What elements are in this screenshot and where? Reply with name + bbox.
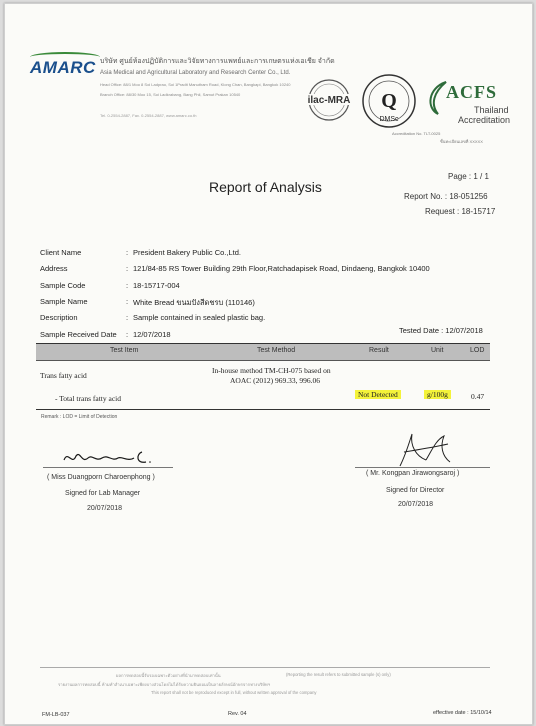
company-english-name: Asia Medical and Agricultural Laboratory and Research Center Co., Ltd. (100, 70, 291, 76)
footer-english-1: (Reporting the result refers to submitted sample (s) only) (286, 672, 391, 677)
row-result: Not Detected (355, 390, 401, 399)
report-title: Report of Analysis (209, 179, 322, 195)
right-signature (390, 430, 456, 472)
accreditation-number: Accreditation No. TLT-0025 (392, 131, 441, 136)
client-name-label: Client Name (40, 248, 82, 257)
page-number: Page : 1 / 1 (448, 172, 489, 181)
footer-english-2: This report shall not be reproduced except in full, without written approval of the company (151, 690, 317, 695)
left-signature-line (43, 467, 173, 468)
request-number: Request : 18-15717 (425, 207, 496, 216)
description-value: Sample contained in sealed plastic bag. (133, 313, 266, 322)
acfs-thailand: Thailand (474, 105, 509, 115)
report-number: Report No. : 18-051256 (404, 192, 488, 201)
left-signer-role: Signed for Lab Manager (65, 490, 141, 497)
sample-name-colon: : (126, 297, 129, 306)
company-thai-name: บริษัท ศูนย์ห้องปฏิบัติการและวิจัยทางการแพทย์และการเกษตรแห่งเอเชีย จำกัด (100, 58, 335, 65)
left-signature (62, 448, 154, 468)
address-value: 121/84-85 RS Tower Building 29th Floor,Ratchadapisek Road, Dindaeng, Bangkok 10400 (133, 264, 430, 273)
sample-code-value: 18-15717-004 (133, 281, 180, 290)
report-page (4, 3, 533, 725)
footer-rule (40, 667, 490, 668)
row-lod: 0.47 (471, 392, 485, 401)
col-unit: Unit (431, 347, 444, 354)
row-unit: g/100g (424, 390, 451, 399)
revision: Rev. 04 (228, 711, 247, 717)
svg-text:Q: Q (381, 90, 397, 112)
sample-code-colon: : (126, 281, 129, 290)
tested-date: Tested Date : 12/07/2018 (399, 326, 483, 335)
left-signer-name: ( Miss Duangporn Charoenphong ) (47, 474, 155, 481)
dmsc-quality-logo (360, 72, 418, 130)
company-contact: Tel. 0-2554-2887, Fax. 0-2554-2887, www.amarc.co.th (100, 113, 197, 118)
right-signer-role: Signed for Director (386, 487, 445, 494)
company-address-1: Head Office: 88/1 Moo 8 Soi Ladprao, Soi 1Pradit Manutham Road, Klong Chan, Bangkapi, Bangkok 10240 (100, 82, 291, 87)
dmsc-text: DMSc (379, 116, 399, 123)
right-signature-line (355, 467, 490, 468)
col-test-item: Test Item (110, 347, 139, 354)
col-lod: LOD (470, 347, 485, 354)
client-name-value: President Bakery Public Co.,Ltd. (133, 248, 241, 257)
footer-thai-2: รายงานผลการทดสอบนี้ ห้ามทำสำเนาเฉพาะเพียงบางส่วนโดยไม่ได้รับความยินยอมเป็นลายลักษณ์อักษรจากทางบริษัทฯ (58, 682, 271, 687)
left-signer-date: 20/07/2018 (87, 505, 123, 512)
form-code: FM-LB-037 (42, 712, 70, 718)
company-address-2: Branch Office: 88/30 Moo 15, Soi Ladkrabang, Bang Phli, Samut Prakan 10540 (100, 92, 241, 97)
amarc-logo: AMARC (30, 58, 96, 77)
col-result: Result (369, 347, 389, 354)
received-date-value: 12/07/2018 (133, 330, 171, 339)
test-group: Trans fatty acid (40, 371, 87, 380)
sample-name-label: Sample Name (40, 297, 88, 306)
description-label: Description (40, 313, 78, 322)
address-label: Address (40, 264, 68, 273)
method-line-1: In-house method TM-CH-075 based on (212, 366, 331, 375)
description-colon: : (126, 313, 129, 322)
received-date-label: Sample Received Date (40, 330, 117, 339)
ilac-mra-logo (298, 78, 360, 122)
results-table-bottom-rule (36, 409, 490, 410)
acfs-accreditation: Accreditation (458, 115, 511, 125)
received-date-colon: : (126, 330, 129, 339)
address-colon: : (126, 264, 129, 273)
sample-name-value: White Bread ขนมปังสีดชรบ (110146) (133, 298, 255, 307)
row-test-item: - Total trans fatty acid (55, 394, 121, 403)
effective-date: effective date : 15/10/14 (433, 710, 492, 716)
right-signer-name: ( Mr. Kongpan Jirawongsaroj ) (366, 470, 460, 477)
method-line-2: AOAC (2012) 969.33, 996.06 (230, 376, 320, 385)
sample-code-label: Sample Code (40, 281, 86, 290)
accreditation-number-thai: ชิ้นทะเบียนเลขที่ XXXXX (440, 139, 483, 144)
acfs-name: ACFS (446, 82, 498, 102)
col-test-method: Test Method (257, 347, 296, 354)
client-name-colon: : (126, 248, 129, 257)
remark: Remark : LOD = Limit of Detection (41, 414, 118, 420)
right-signer-date: 20/07/2018 (398, 501, 434, 508)
footer-thai-1: ผลการทดสอบนี้รับรองเฉพาะตัวอย่างที่นำมาทดสอบเท่านั้น (116, 673, 221, 678)
ilac-mra-text: ilac-MRA (307, 95, 351, 106)
